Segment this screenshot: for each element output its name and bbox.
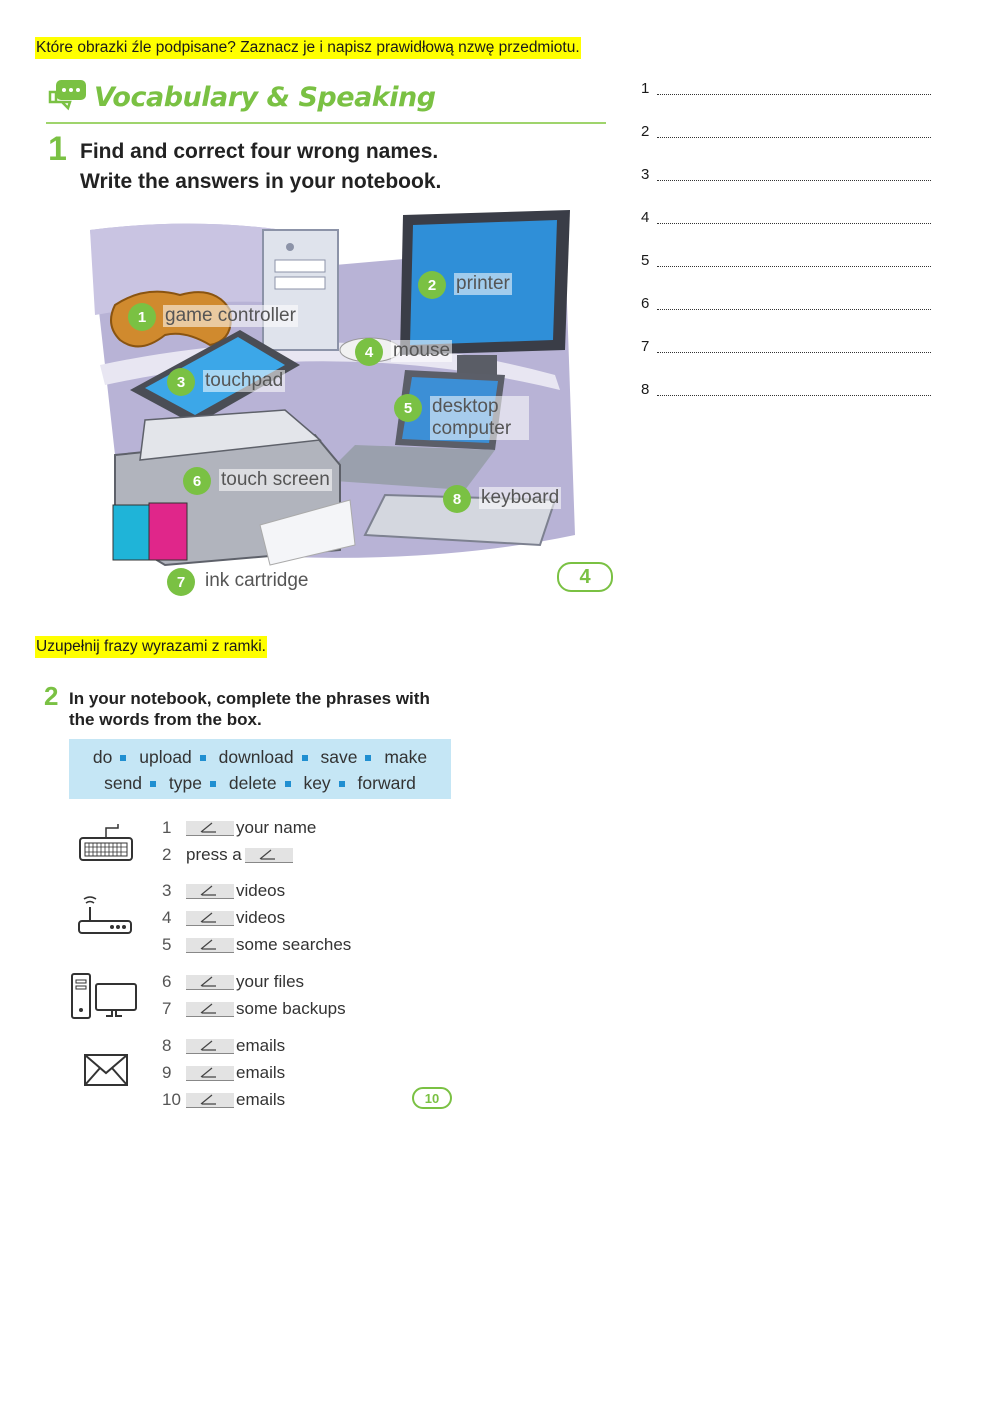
label-number-badge: 5 [394, 394, 422, 422]
answer-line[interactable]: 1 [641, 80, 931, 123]
word: upload [139, 747, 192, 767]
word-box-row [69, 744, 451, 770]
pencil-icon [200, 938, 218, 950]
pencil-icon [200, 821, 218, 833]
answer-blank[interactable] [186, 821, 234, 836]
label-number-badge: 3 [167, 368, 195, 396]
word: delete [228, 773, 277, 793]
answer-blank[interactable] [186, 1002, 234, 1017]
phrase-item: 10 emails [162, 1090, 286, 1109]
instruction-2: Uzupełnij frazy wyrazami z ramki. [35, 636, 267, 658]
word: make [384, 747, 428, 767]
answer-blank[interactable] [186, 1039, 234, 1054]
answer-blank[interactable] [186, 938, 234, 953]
label-number-badge: 8 [443, 485, 471, 513]
pencil-icon [200, 1093, 218, 1105]
exercise-number: 2 [44, 681, 59, 711]
divider [46, 122, 606, 124]
pencil-icon [200, 1066, 218, 1078]
pencil-icon [200, 911, 218, 923]
pencil-icon [200, 884, 218, 896]
answer-blank[interactable] [186, 1093, 234, 1108]
label-number-badge: 2 [418, 271, 446, 299]
answer-line[interactable]: 7 [641, 338, 931, 381]
label-number-badge: 6 [183, 467, 211, 495]
device-label: mouse [393, 340, 451, 361]
answer-line[interactable]: 2 [641, 123, 931, 166]
device-label: ink cartridge [205, 570, 309, 591]
word: send [104, 773, 143, 793]
keyboard-icon [78, 822, 134, 864]
word: save [320, 747, 358, 767]
phrase-item: 3 videos [162, 881, 286, 900]
answer-blank[interactable] [245, 848, 293, 863]
word: type [168, 773, 202, 793]
answer-line[interactable]: 8 [641, 381, 931, 424]
speech-bubble-icon [46, 78, 88, 118]
device-label: touch screen [221, 469, 330, 490]
exercise-instruction: Find and correct four wrong names. Write the answers in your notebook. [80, 140, 442, 193]
phrase-item: 1 your name [162, 818, 317, 837]
word: forward [357, 773, 416, 793]
label-number-badge: 1 [128, 303, 156, 331]
answer-line[interactable]: 5 [641, 252, 931, 295]
devices-illustration [85, 205, 615, 605]
exercise-instruction: In your notebook, complete the phrases with the words from the box. [69, 689, 430, 729]
phrase-item: 4 videos [162, 908, 286, 927]
word-box-row [69, 770, 451, 796]
device-label: desktop computer [430, 396, 529, 440]
device-label: touchpad [205, 370, 284, 391]
device-label: printer [456, 273, 510, 294]
word: do [92, 747, 113, 767]
answer-blank[interactable] [186, 975, 234, 990]
phrase-item: 5 some searches [162, 935, 352, 954]
phrase-item: 7 some backups [162, 999, 346, 1018]
word: key [303, 773, 331, 793]
phrase-item: 2 press a [162, 844, 295, 866]
phrase-item: 6 your files [162, 972, 305, 991]
answer-line[interactable]: 4 [641, 209, 931, 252]
envelope-icon [83, 1053, 129, 1087]
pencil-icon [200, 1002, 218, 1014]
router-icon [76, 895, 134, 939]
label-number-badge: 7 [167, 568, 195, 596]
instruction-1: Które obrazki źle podpisane? Zaznacz je i napisz prawidłową nzwę przedmiotu. [35, 37, 581, 59]
computer-icon [70, 972, 138, 1022]
device-label: keyboard [481, 487, 560, 508]
word-box [69, 739, 451, 799]
phrase-item: 9 emails [162, 1063, 286, 1082]
label-number-badge: 4 [355, 338, 383, 366]
pencil-icon [200, 1039, 218, 1051]
answer-blank[interactable] [186, 911, 234, 926]
section-header [46, 76, 606, 126]
answer-line[interactable]: 6 [641, 295, 931, 338]
score-badge: 4 [557, 562, 613, 592]
answer-line[interactable]: 3 [641, 166, 931, 209]
answer-lines [641, 80, 931, 424]
pencil-icon [259, 848, 277, 860]
answer-blank[interactable] [186, 1066, 234, 1081]
word: download [218, 747, 294, 767]
answer-blank[interactable] [186, 884, 234, 899]
pencil-icon [200, 975, 218, 987]
section-title: Vocabulary & Speaking [94, 82, 436, 113]
phrase-item: 8 emails [162, 1036, 286, 1055]
device-label: game controller [165, 305, 296, 326]
score-badge: 10 [412, 1087, 452, 1109]
exercise-number: 1 [48, 130, 67, 168]
